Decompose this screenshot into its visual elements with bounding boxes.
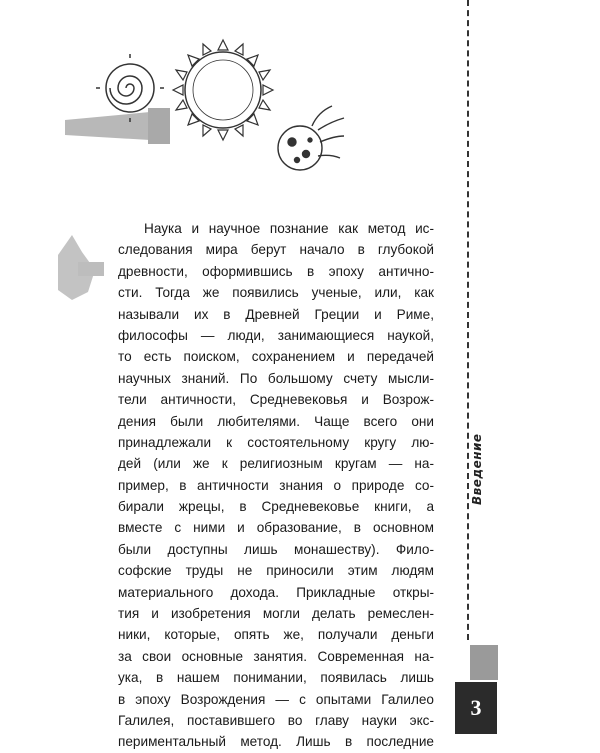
text-line: в эпоху Возрождения — с опытами Галилео: [118, 691, 434, 707]
text-line: за свои основные занятия. Современная на-: [118, 648, 434, 664]
page-margin-dashed-line: [467, 0, 469, 640]
text-line: принадлежали к состоятельному кругу лю-: [118, 434, 434, 450]
text-line: сти. Тогда же появились ученые, или, как: [118, 285, 434, 301]
text-line: тели античности, Средневековья и Возрож-: [118, 392, 434, 408]
text-line: периментальный метод. Лишь в последние: [118, 734, 434, 750]
text-line: древности, оформившись в эпоху антично-: [118, 263, 434, 279]
text-line: называли их в Древней Греции и Риме,: [118, 306, 434, 322]
text-line: ники, которые, опять же, получали деньги: [118, 627, 434, 643]
text-line: пример, в античности знания о природе со-: [118, 477, 434, 493]
section-title: Введение: [470, 433, 484, 505]
body-paragraph: [118, 218, 434, 753]
page-number: 3: [455, 682, 497, 734]
text-line: материального дохода. Прикладные откры-: [118, 584, 434, 600]
text-line: тия и изобретения могли делать ремеслен-: [118, 606, 434, 622]
text-line: бирали жрецы, в Средневековье книги, а: [118, 499, 434, 515]
text-line: были доступны лишь монашеству). Фило-: [118, 541, 434, 557]
text-line: Галилея, поставившего во главу науки экс-: [118, 712, 434, 728]
text-line: научных знаний. По большому счету мысли-: [118, 370, 434, 386]
text-line: вместе с ними и образование, в основном: [118, 520, 434, 536]
text-line: дения были любителями. Чаще всего они: [118, 413, 434, 429]
text-line: Наука и научное познание как метод ис-: [144, 221, 434, 236]
text-line: дей (или же к религиозным кругам — на-: [118, 456, 434, 472]
text-line: следования мира берут начало в глубокой: [118, 242, 434, 258]
text-line: то есть поиском, сохранением и передачей: [118, 349, 434, 365]
text-line: ука, в нашем понимании, появилась лишь: [118, 670, 434, 686]
text-line: философы — люди, занимающиеся наукой,: [118, 327, 434, 343]
meteor-icon: [278, 106, 344, 170]
sun-icon: [173, 40, 273, 140]
text-line: софские труды не приносили этим людям: [118, 563, 434, 579]
page-tab-decoration: [470, 645, 498, 680]
